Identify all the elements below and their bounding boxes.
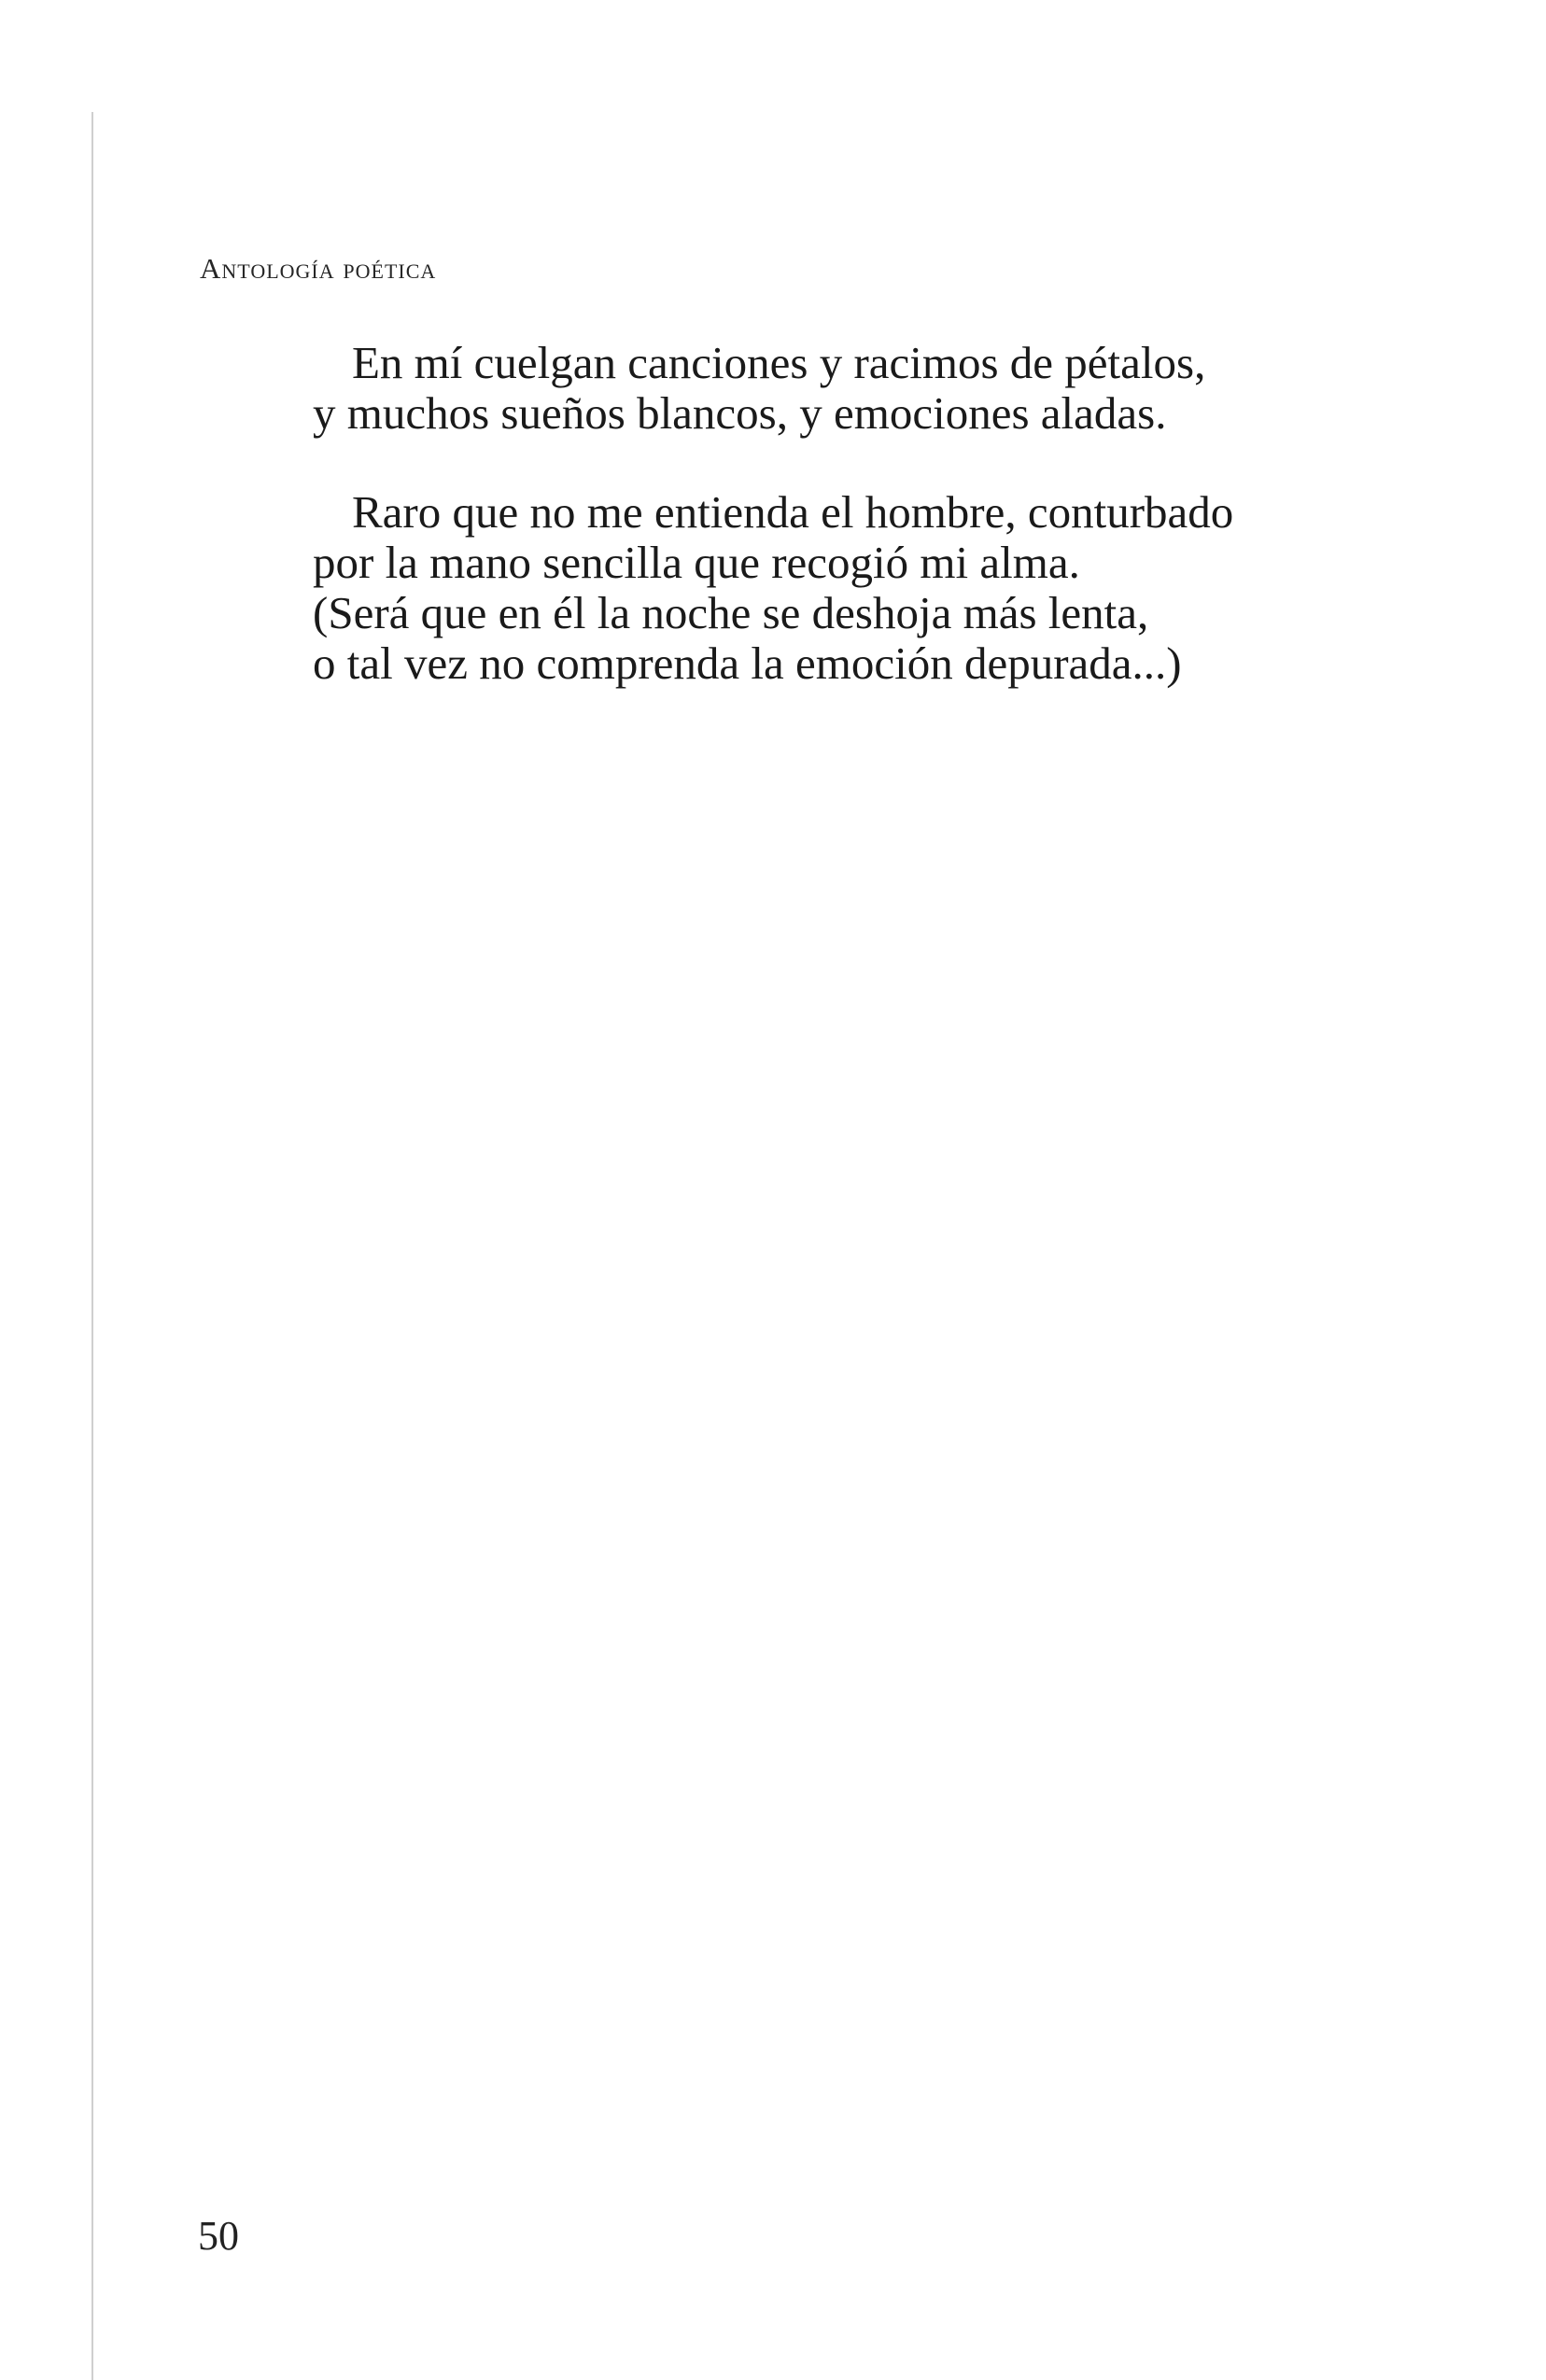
stanza: [313, 487, 1358, 689]
poem-line: En mí cuelgan canciones y racimos de pétalos,: [352, 337, 1206, 388]
poem-line: o tal vez no comprenda la emoción depurada...): [313, 637, 1182, 689]
poem-line: Raro que no me entienda el hombre, conturbado: [352, 486, 1234, 538]
poem-text: [313, 338, 1358, 737]
stanza: [313, 338, 1358, 439]
poem-line: (Será que en él la noche se deshoja más lenta,: [313, 587, 1149, 638]
poem-line: por la mano sencilla que recogió mi alma.: [313, 537, 1080, 588]
running-head: Antología poética: [200, 252, 437, 285]
poem-line: y muchos sueños blancos, y emociones aladas.: [313, 387, 1167, 439]
binding-edge-line: [91, 112, 93, 2380]
page-number: 50: [198, 2213, 239, 2259]
